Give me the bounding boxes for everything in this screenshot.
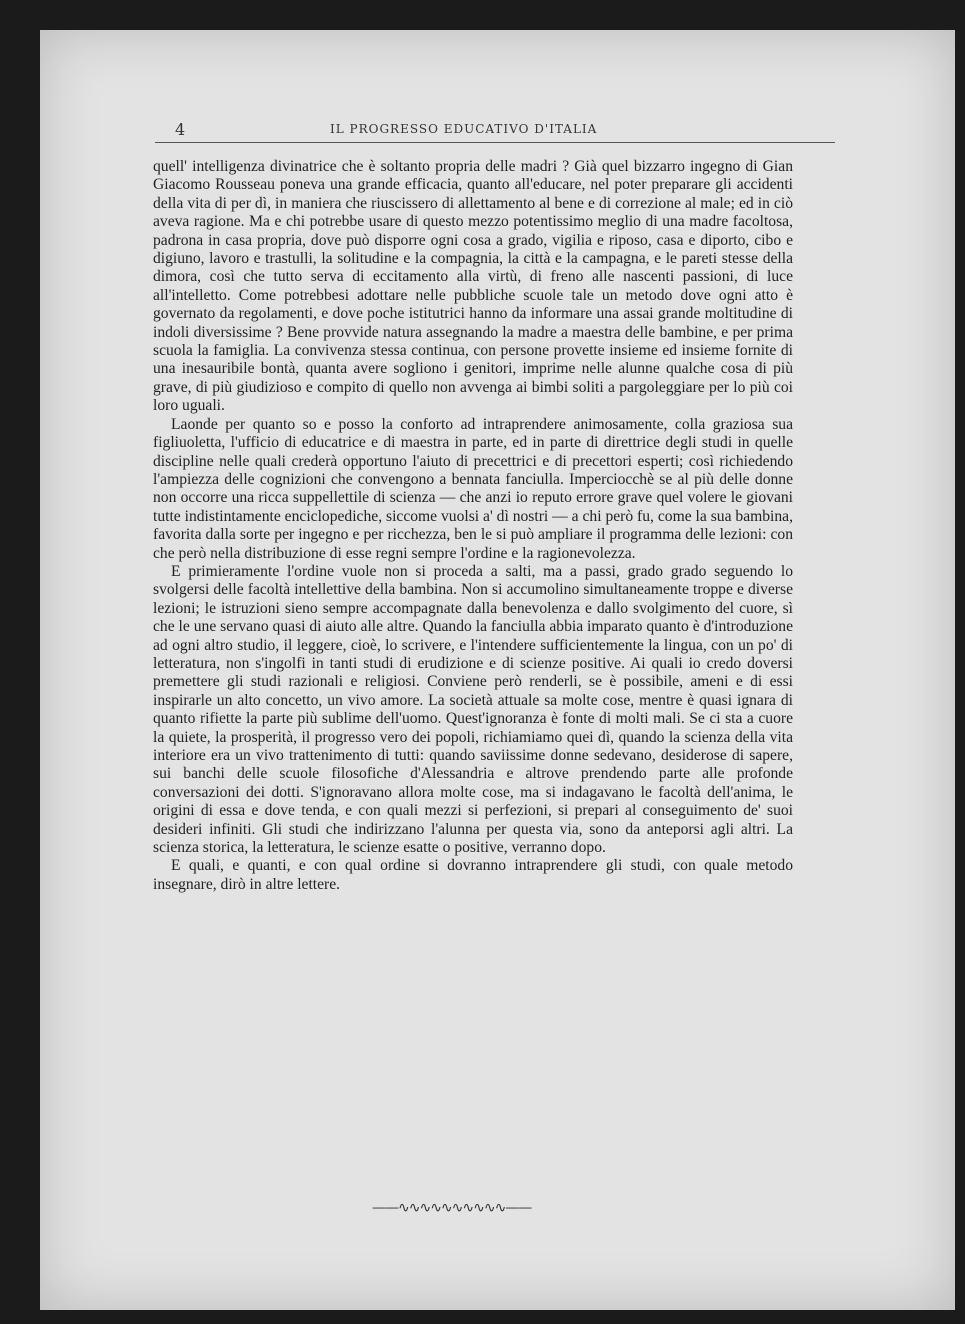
running-title: IL PROGRESSO EDUCATIVO D'ITALIA [330, 122, 598, 136]
paragraph: quell' intelligenza divinatrice che è soltanto propria delle madri ? Già quel bizzarro ingegno di Gian Giacomo Rousseau poneva una grande efficacia, quanto all'educare, nel poter preparare gli accidenti della vita di per dì, in maniera che riuscissero di allettamento al bene e di correzione al male; ed in ciò aveva ragione. Ma e chi potrebbe usare di questo mezzo potentissimo meglio di una madre facoltosa, padrona in casa propria, dove può disporre ogni cosa a grado, vigilia e riposo, casa e diporto, cibo e digiuno, lavoro e trastulli, la solitudine e la compagnia, la città e la campagna, e le pareti stesse della dimora, così che tutto serva di eccitamento alla virtù, di freno alle nascenti passioni, di luce all'intelletto. Come potrebbesi adottare nelle pubbliche scuole tale un metodo dove ogni atto è governato da regolamenti, e dove poche istitutrici hanno da informare una assai grande moltitudine di indoli diversissime ? Bene provvide natura assegnando la madre a maestra delle bambine, e per prima scuola la famiglia. La convivenza stessa continua, con persone provette insieme ed insieme fornite di una inesauribile bontà, quanta avere sogliono i genitori, imprime nelle alunne qualche cosa di più grave, di più giudizioso e compito di quello non avvenga ai bimbi soliti a pargoleggiare per lo più coi loro uguali. [153, 158, 793, 415]
body-text [153, 158, 793, 894]
page-header [155, 120, 835, 143]
paragraph: E primieramente l'ordine vuole non si proceda a salti, ma a passi, grado grado seguendo lo svolgersi delle facoltà intellettive della bambina. Non si accumolino simultaneamente troppe e diverse lezioni; le istruzioni sieno sempre accompagnate dalla benevolenza e dallo svolgimento del cuore, sì che le une servano quasi di aiuto alle altre. Quando la fanciulla abbia imparato quanto è d'introduzione ad ogni altro studio, il leggere, cioè, lo scrivere, e l'intendere sufficientemente la lingua, con un po' di letteratura, non s'ingolfi in tanti studi di erudizione e di scienze positive. Ai quali io credo doversi premettere gli studi razionali e religiosi. Conviene però renderli, se è possibile, ameni e di essi inspirarle un alto concetto, un vivo amore. La società attuale sa molte cose, mentre è quasi ignara di quanto rifiette la parte più sublime dell'uomo. Quest'ignoranza è fonte di molti mali. Se ci sta a cuore la quiete, la prosperità, il progresso vero dei popoli, richiamiamo quei dì, quando la scienza della vita interiore era un vivo trattenimento di tutti: quando saviissime donne sedevano, desiderose di sapere, sui banchi delle scuole filosofiche d'Alessandria e altrove prendendo parte alle profonde conversazioni dei dotti. S'ignoravano allora molte cose, ma si indagavano le facoltà dell'anima, le origini di essa e dove tenda, e con quali mezzi si perfezioni, si prepari al conseguimento de' suoi desideri infiniti. Gli studi che indirizzano l'alunna per questa via, sono da anteporsi agli altri. La scienza storica, la letteratura, le scienze esatte o positive, verranno dopo. [153, 562, 793, 857]
page-number: 4 [175, 120, 186, 139]
end-ornament: ——∿∿∿∿∿∿∿∿∿∿—— [372, 1200, 532, 1216]
paragraph: Laonde per quanto so e posso la conforto ad intraprendere animosamente, colla graziosa sua figliuoletta, l'ufficio di educatrice e di maestra in parte, ed in parte di direttrice degli studi in quelle discipline nelle quali crederà opportuno l'aiuto di precettrici e di precettori esperti; così richiedendo l'ampiezza delle cognizioni che convengono a bennata fanciulla. Imperciocchè se al più delle donne non occorre una ricca suppellettile di scienza — che anzi io reputo errore grave quel volere le giovani tutte indistintamente enciclopediche, siccome vuolsi a' dì nostri — a chi però fu, come la sua bambina, favorita dalla sorte per ingegno e per ricchezza, ben le si può ampliare il programma delle lezioni: con che però nella distribuzione di esse regni sempre l'ordine e la ragionevolezza. [153, 415, 793, 562]
paragraph: E quali, e quanti, e con qual ordine si dovranno intraprendere gli studi, con quale metodo insegnare, dirò in altre lettere. [153, 857, 793, 893]
